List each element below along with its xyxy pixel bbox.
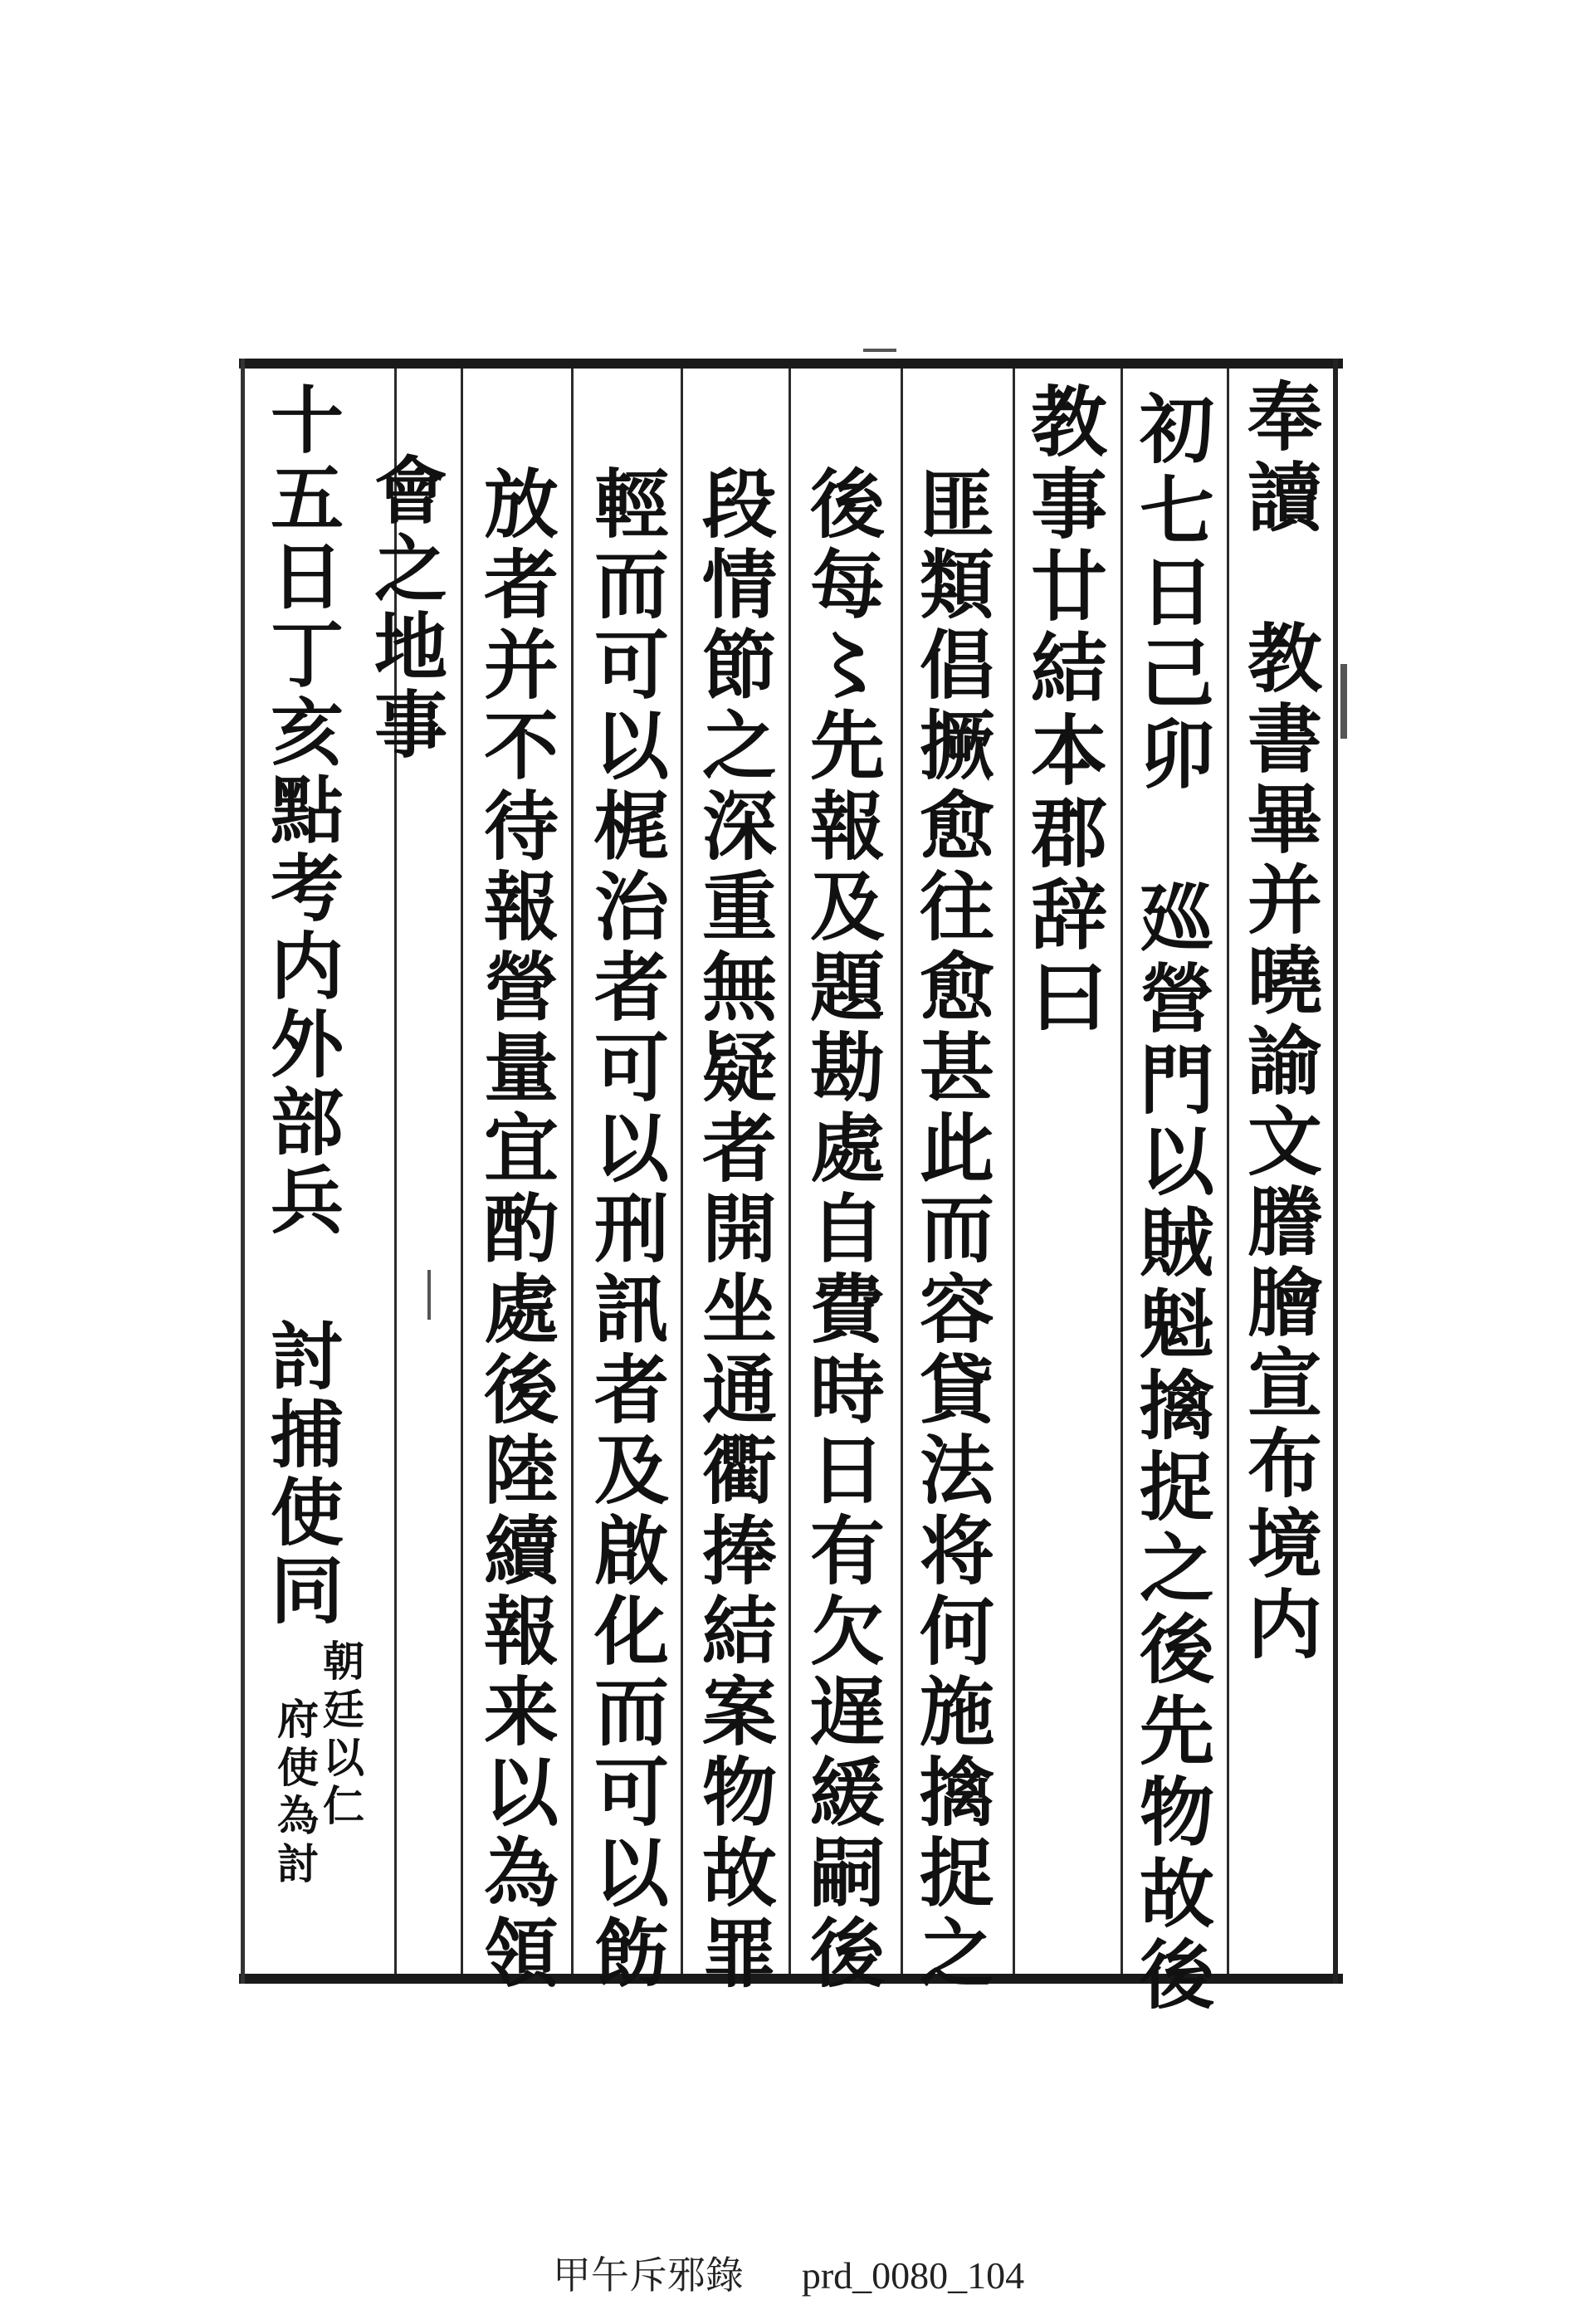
frame-left-border: [241, 359, 245, 1984]
text-column-8: 放者并不待報營量宜酌處後陸續報来以為領: [471, 465, 559, 1994]
text-column-1: 奉讀 教書畢并曉諭文謄膾宣布境内: [1234, 378, 1322, 1666]
book-title: 甲午斥邪錄: [552, 2253, 744, 2297]
column-rule: [788, 369, 791, 1974]
text-column-7: 輕而可以梶治者可以刑訊者及啟化而可以飭: [581, 465, 669, 1994]
column-rule: [461, 369, 463, 1974]
column-rule: [1120, 369, 1123, 1974]
interlinear-note-2: 府使為討: [271, 1697, 320, 1890]
text-column-6: 段情節之深重無疑者開坐通衢捧結案物故罪: [689, 465, 777, 1994]
column-rule: [1013, 369, 1015, 1974]
text-column-2: 初七日己卯 廵營門以賊魁擒捉之後先物故後: [1126, 390, 1214, 2017]
interlinear-note-1: 朝廷以仁: [316, 1639, 365, 1832]
scan-speck: [427, 1270, 431, 1320]
page-code: prd_0080_104: [801, 2254, 1025, 2297]
text-column-3: 教事廿結本郡辞曰: [1018, 382, 1108, 1039]
text-column-9: 會之地事: [363, 452, 449, 764]
text-column-5: 後每〻先報及題勘處自費時日有欠遅緩嗣後: [797, 465, 885, 1994]
text-column-4: 匪類倡撅愈往愈甚此而容貸法将何施擒捉之: [906, 465, 994, 1994]
scan-speck: [1340, 664, 1347, 739]
column-rule: [681, 369, 683, 1974]
column-rule: [1227, 369, 1229, 1974]
scan-speck: [863, 349, 896, 352]
text-column-10: 十五日丁亥點考内外部兵 討捕使同: [259, 382, 345, 1630]
page-footer: [0, 2245, 1577, 2300]
frame-right-border: [1333, 359, 1338, 1984]
column-rule: [571, 369, 574, 1974]
column-rule: [901, 369, 903, 1974]
